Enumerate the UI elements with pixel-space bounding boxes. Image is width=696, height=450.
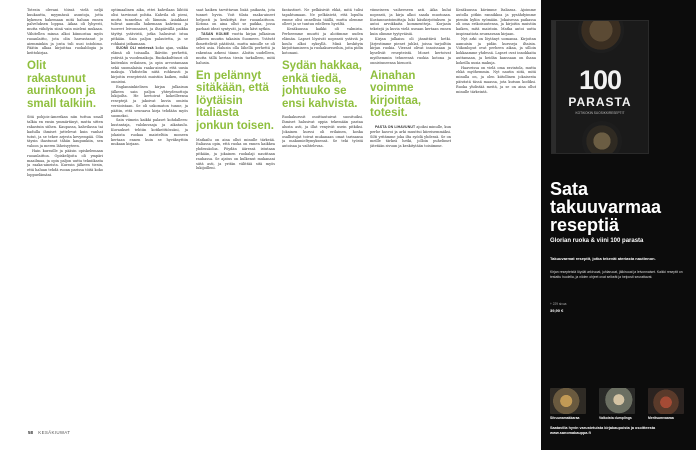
paragraph: Nyt arki on löytänyt uomansa. Kirjoitan aamuisin ja pidän kursseja iltaisin. Viikonloput ovat perheen aikaa, ja silloin kokkaamme yhdessä. Lapset ovat innokkaita auttamaan, ja heidän kanssaan on ihana kokeilla uusia makuja. <box>456 36 536 65</box>
article-column-2 <box>111 8 188 426</box>
paragraph: ajoiksi minulle, kun perhe kasvoi ja arki muuttui kiireisemmäksi. Silti yritämme joka ilta syödä yhdessä. Se on meille tärkeä hetki, jolloin puhelimet jätetään sivuun ja keskitytään toisiimme. <box>370 124 451 149</box>
article-column-1 <box>27 8 103 426</box>
recipe-thumbnail <box>550 388 586 414</box>
ad-body-text: Kirjan resepteistä löydät arkiruoat, juhlaruoat, jälkiruoat ja leivonnaiset. Kaikki reseptit on testattu huolella, ja niiden ohjeet ovat selkeät ja helposti seurattavat. <box>550 270 683 279</box>
recipe-thumbnail-label: Meritsumvaaraa <box>648 416 674 420</box>
paragraph: Kirjan julkaisu oli jännittävä hetki. Järjestimme pienet juhlat, joissa tarjoiltiin kirjan ruokia. Vieraat olivat innoissaan ja kyselivät resepteistä. Monet kertoivat myöhemmin tehneensä ruokia kotona ja onnistuneensa hienosti. <box>370 36 451 65</box>
book-cover-title: PARASTA <box>568 95 632 109</box>
article-column-5 <box>370 8 451 426</box>
book-cover-image <box>551 20 649 154</box>
paragraph: Ruokakurssit osoittautuivat suosituiksi. Ihmiset halusivat oppia tekemään pastaa alusta asti, ja illat venyivät usein pitkiksi. Jokainen kurssi oli erilainen, koska osallistujat toivat mukanaan omat tarinansa ja makumieltymyksensä. Se teki työstä antoisaa ja vaihtelevaa. <box>282 115 363 149</box>
page-footer <box>28 430 70 435</box>
paragraph: Kesäkuussa kävimme Italiassa. Ajoimme autolla pitkin rannikkoa ja pysähdyimme pieniin kyliin syömään. Jokaisessa paikassa oli oma erikoisuutensa, ja kirjoitin muistiin kaiken, mitä maistoin. Matka antoi uutta inspiraatiota seuraavaan kirjaan. <box>456 8 536 36</box>
article-column-4 <box>282 8 363 426</box>
paragraph: koko ajan, vaikka elämä oli toisaalla. Ikävöin perhettä, ystäviä ja vuodenaikoja. Ruokakulttuuri oli kuitenkin erilainen, ja opin arvostamaan sekä suomalaisia raaka-aineita että uusia makuja. Yhdistelin niitä rohkeasti ja kirjoitin resepteistä muistiin kaiken, mikä onnistui. <box>111 46 188 84</box>
paragraph: optimaalinen aika, ettei kahvilaan lähtöä olisi tarvinnut pohtia. Kahvila oli pieni, mutta tunnelma oli lämmin. Asiakkaat tulivat aamulla hakemaan kahvinsa ja tuoreet leivonnaiset, ja iltapäivällä paikka täyttyi ystävistä, jotka halusivat istua pitkään. Sain paljon palautetta, ja se rohkaisi jatkamaan. <box>111 8 188 46</box>
recipe-thumbnail-label: Valkoista dumplings <box>599 416 632 420</box>
ad-page-count: + 229 sivua <box>550 302 567 306</box>
paragraph: Sitä pohjois-Amerikan niin tuttua small talkia en ensin ymmärtänyt, mutta sitten rakastuin siihen. Kaupassa, kahvilassa tai kadulla ihmiset juttelevat kuin vanhat tutut, ja se tekee arjesta kevyempää. Olin täysin ihastunut tähän kaupunkiin, sen valoon ja meren läheisyyteen. <box>27 115 103 149</box>
pull-quote: En pelännyt sitäkään, että löytäisin Italiasta jonkun toisen. <box>196 69 274 132</box>
article-column-3 <box>196 8 275 426</box>
ad-subheadline: Glorian ruoka & viini 100 parasta <box>550 238 644 244</box>
paragraph: Matkailu on aina ollut minulle tärkeää. Italiassa opin, että ruoka on ennen kaikkea yhdessäoloa. Pöydän ääressä istutaan pitkään, ja jokainen ruokalaji nautitaan rauhassa. Se ajatus on kulkenut mukanani siitä asti, ja yritän välittää sitä myös lukijoilleni. <box>196 137 275 171</box>
paragraph: Kesäkuussa kaikki oli valmista. Perheemme muutti ja aloitimme uuden elämän. Lapset löysivät nopeasti ystäviä ja koulu alkoi syksyllä. Minä keskityin kirjoittamiseen ja ruokakursseihin, joita pidin kotonani. <box>282 27 363 56</box>
paragraph: Sain viimein kaikki palaset kohdalleen: kustantaja, valokuvaaja ja aikataulu. Kuvaukset tehtiin kotikeittiössäni, ja jokaista ruokaa maisteltiin moneen kertaan ennen kuin se hyväksyttiin mukaan kirjaan. <box>111 118 188 147</box>
food-bowl-image <box>578 20 624 53</box>
paragraph: viimeiseen vaiheeseen asti. Aika kului nopeasti, ja kirja alkoi saada muotoaan. Kustannustoimittaja luki käsikirjoituksen ja antoi arvokkaita kommentteja. Korjasin tekstejä ja kuvia vielä useaan kertaan ennen kuin olimme tyytyväisiä. <box>370 8 451 36</box>
paragraph: Englanninkielisen kirjan julkaisun jälkeen sain paljon yhteydenottoja lukijoilta. He kertoivat kokeilleensa reseptejä ja jakoivat kuvia omista versioistaan. Se oli uskomaton tunne, ja päätin, että seuraava kirja tehdään myös suomeksi. <box>111 84 188 118</box>
food-plate-image <box>582 121 622 154</box>
book-cover-subtitle: KOTIKOKIN SUOSIKKIRESEPTIT <box>575 111 625 115</box>
book-advertisement[interactable] <box>541 0 696 450</box>
recipe-thumbnail <box>599 388 635 414</box>
paragraph: vuotta kirjan julkaisun jälkeen muutin takaisin Suomeen. Ystävät ihmettelivät päätöstä, mutta minulle se oli selvä asia. Halusin olla lähellä perhettä ja rakentaa arkeni tänne. Aloitin uudelleen, mutta tällä kertaa tiesin tarkalleen, mitä halusin. <box>196 31 275 65</box>
recipe-thumbnail <box>648 388 684 414</box>
paragraph: saat kaiken tarvittavan lisää paikasta, jota tunnet hyvin. Voit tilata raaka-aineet helposti ja keskittyä itse ruoanlaittoon. Kotona on aina ollut se paikka, jossa parhaat ideat syntyvät, ja niin kävi nytkin. <box>196 8 275 32</box>
paragraph: Hain kurssille ja pääsin opiskelemaan ruoanlaittoa. Opiskelijoita oli ympäri maailmaa, ja opin paljon uutta tekniikasta ja raaka-aineista. Kurssin jälkeen tiesin, että haluan tehdä ruoan parissa töitä koko loppuelämäni. <box>27 148 103 177</box>
book-cover-number: 100 <box>578 65 622 95</box>
paragraph: Totesin olevani töissä vielä neljä kuukautta, myymässä asuntoja, jotta kykenen hakemaan mitä haluan ennen palveluksen loppua. Aikaa oli lyhyesti, mutta viihdyin siinä vain mieleni mukaan. Vähitellen minua alkoi kiinnostaa myös ruoanlaitto, jota olin harrastanut jo aiemminkin ja josta tuli uusi intohimo. Päätin alkaa kirjoittaa ruokablogia ja keittokirjaa. <box>27 8 103 56</box>
article-column-6 <box>456 8 536 426</box>
ad-lead: Takuuvarmat reseptit, jotka tekevät ateriasta nautinnon. <box>550 256 656 261</box>
ad-headline: Sata takuuvarmaa reseptiä <box>550 179 662 235</box>
ad-availability-note[interactable]: Saatavilla hyvin varustetuista kirjakaupoista ja osoitteesta www.sanomakauppa.fi <box>550 426 656 435</box>
section-lead-in: SUOMI OLI mielessä <box>116 46 154 51</box>
section-lead-in: TASAN KOLME <box>201 31 230 36</box>
page-number: 58 <box>28 430 34 435</box>
ad-price: 39,90 € <box>550 308 564 313</box>
magazine-name: KESÄKIUWAT <box>38 430 71 435</box>
paragraph: Haaveissa on vielä oma ravintola, mutta ehkä myöhemmin. Nyt nautin siitä, mitä minulla on, ja olen kiitollinen jokaisesta päivästä tässä maassa, jota kutsun kodiksi. Ruoka yhdistää meitä, ja se on aina ollut minulle tärkeintä. <box>456 65 536 94</box>
paragraph: fantastiset. Ne pelkäsivät ehkä, mitä tulisi tapahtumaan. Ne pelkäsivät, että lopulta emme olisi onnellisia täällä, mutta olemme olleet ja se tuntuu edelleen hyvältä. <box>282 8 363 27</box>
pull-quote: Olit rakastunut aurinkoon ja small talkiin. <box>27 59 97 110</box>
section-lead-in: PASTA ON LIHAVUNUT <box>375 124 416 129</box>
pull-quote: Sydän hakkaa, enkä tiedä, johtuuko se ensi kahvista. <box>282 59 362 110</box>
recipe-thumbnail-label: Sitruunamakkaraa <box>550 416 580 420</box>
pull-quote: Ainahan voimme kirjoittaa, totesit. <box>370 69 422 120</box>
